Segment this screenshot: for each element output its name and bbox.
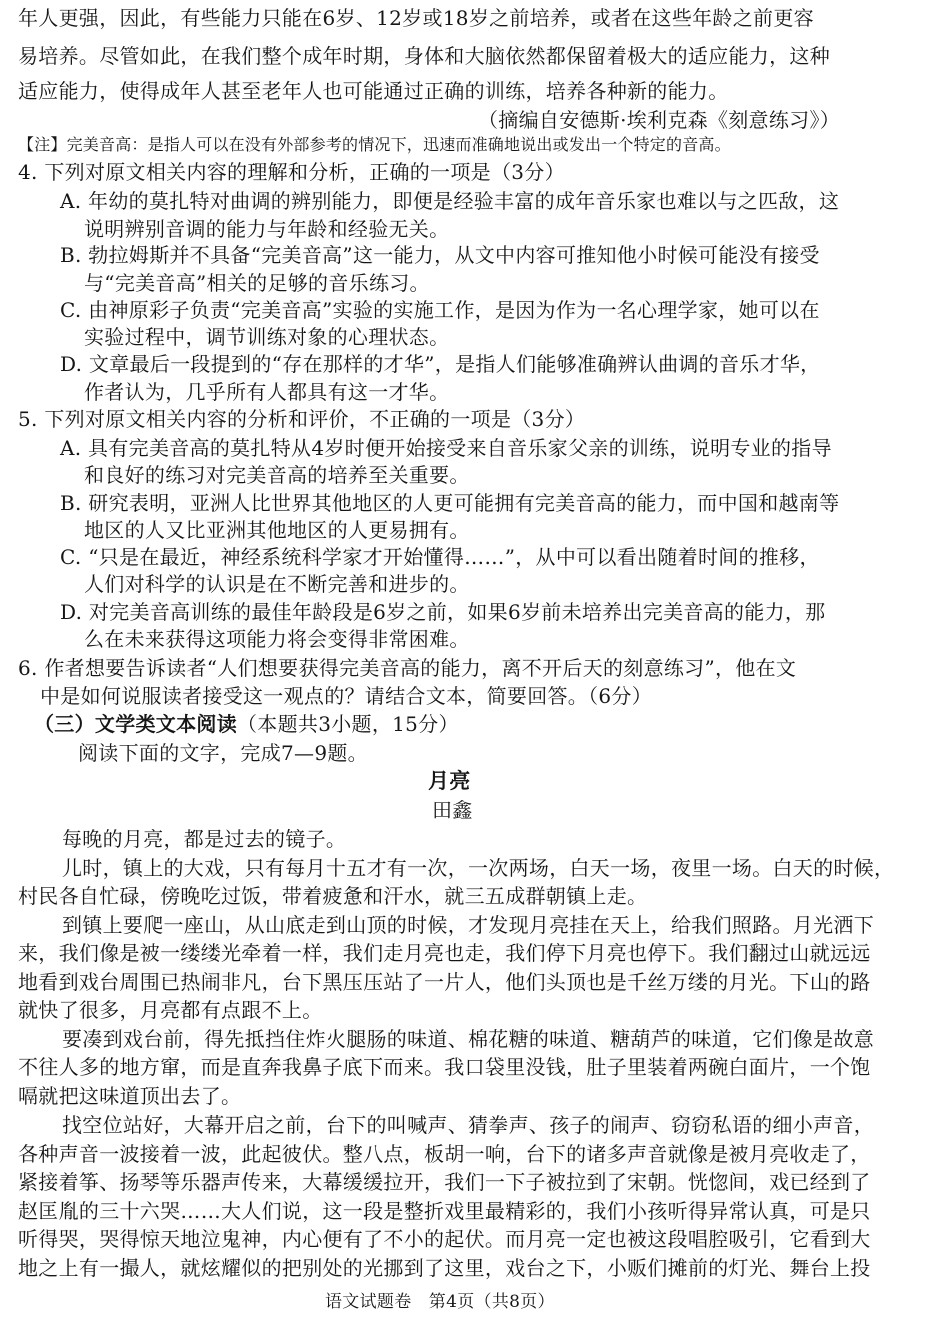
story-paragraph-line: 儿时，镇上的大戏，只有每月十五才有一次，一次两场，白天一场，夜里一场。白天的时候， [62,856,895,880]
story-title: 月亮 [428,768,471,793]
page-footer: 语文试题卷 第4页（共8页） [325,1292,555,1312]
question-6-stem: 6. 作者想要告诉读者“人们想要获得完美音高的能力，离不开后天的刻意练习”，他在文 [18,656,797,680]
story-paragraph-line: 就快了很多，月亮都有点跟不上。 [18,998,323,1022]
source-citation: （摘编自安德斯·埃利克森《刻意练习》） [478,108,841,132]
story-paragraph-line: 听得哭，哭得惊天地泣鬼神，内心便有了不小的起伏。而月亮一定也被这段唱腔吸引，它看到大 [18,1227,871,1251]
story-paragraph-line: 要凑到戏台前，得先抵挡住炸火腿肠的味道、棉花糖的味道、糖葫芦的味道，它们像是故意 [62,1027,874,1051]
section-heading-bold: （三）文学类文本阅读 [34,712,237,736]
story-paragraph-line: 赵匡胤的三十六哭……大人们说，这一段是整折戏里最精彩的，我们小孩听得异常认真，可是只 [18,1199,871,1223]
passage-line: 适应能力，使得成年人甚至老年人也可能通过正确的训练，培养各种新的能力。 [18,79,729,103]
story-paragraph-line: 紧接着筝、扬琴等乐器声传来，大幕缓缓拉开，我们一下子被拉到了宋朝。恍惚间，戏已经到了 [18,1170,871,1194]
story-author: 田鑫 [432,798,473,822]
q5-option-d-cont: 么在未来获得这项能力将会变得非常困难。 [84,627,470,651]
story-paragraph-line: 来，我们像是被一缕缕光牵着一样，我们走月亮也走，我们停下月亮也停下。我们翻过山就远远 [18,941,871,965]
q4-option-a: A. 年幼的莫扎特对曲调的辨别能力，即便是经验丰富的成年音乐家也难以与之匹敌，这 [60,189,840,213]
footnote: 【注】完美音高：是指人可以在没有外部参考的情况下，迅速而准确地说出或发出一个特定的音高。 [18,135,731,154]
q5-option-a-cont: 和良好的练习对完美音高的培养至关重要。 [84,463,470,487]
passage-line: 易培养。尽管如此，在我们整个成年时期，身体和大脑依然都保留着极大的适应能力，这种 [18,44,830,68]
story-paragraph-line: 找空位站好，大幕开启之前，台下的叫喊声、猜拳声、孩子的闹声、窃窃私语的细小声音， [62,1113,874,1137]
q5-option-a: A. 具有完美音高的莫扎特从4岁时便开始接受来自音乐家父亲的训练，说明专业的指导 [60,436,832,460]
q5-option-b-cont: 地区的人又比亚洲其他地区的人更易拥有。 [84,518,470,542]
q4-option-b-cont: 与“完美音高”相关的足够的音乐练习。 [84,271,430,295]
story-paragraph-line: 不往人多的地方窜，而是直奔我鼻子底下而来。我口袋里没钱，肚子里装着两碗白面片，一个饱 [18,1055,871,1079]
q5-option-d: D. 对完美音高训练的最佳年龄段是6岁之前，如果6岁前未培养出完美音高的能力，那 [60,600,826,624]
story-paragraph-line: 地看到戏台周围已热闹非凡，台下黑压压站了一片人，他们头顶也是千丝万缕的月光。下山的路 [18,970,871,994]
q4-option-d-cont: 作者认为，几乎所有人都具有这一才华。 [84,380,450,404]
q4-option-c: C. 由神原彩子负责“完美音高”实验的实施工作，是因为作为一名心理学家，她可以在 [60,298,820,322]
story-paragraph-line: 村民各自忙碌，傍晚吃过饭，带着疲惫和汗水，就三五成群朝镇上走。 [18,884,648,908]
story-paragraph-line: 嗝就把这味道顶出去了。 [18,1084,242,1108]
story-paragraph-line: 到镇上要爬一座山，从山底走到山顶的时候，才发现月亮挂在天上，给我们照路。月光洒下 [62,913,874,937]
q4-option-c-cont: 实验过程中，调节训练对象的心理状态。 [84,325,450,349]
q5-option-c-cont: 人们对科学的认识是在不断完善和进步的。 [84,572,470,596]
section-heading [34,708,459,740]
question-4-stem: 4. 下列对原文相关内容的理解和分析，正确的一项是（3分） [18,160,565,184]
story-paragraph-line: 每晚的月亮，都是过去的镜子。 [62,827,347,851]
q4-option-a-cont: 说明辨别音调的能力与年龄和经验无关。 [84,217,450,241]
q5-option-b: B. 研究表明，亚洲人比世界其他地区的人更可能拥有完美音高的能力，而中国和越南等 [60,491,840,515]
section-heading-note: （本题共3小题，15分） [237,712,459,736]
q4-option-d: D. 文章最后一段提到的“存在那样的才华”，是指人们能够准确辨认曲调的音乐才华， [60,352,821,376]
q4-option-b: B. 勃拉姆斯并不具备“完美音高”这一能力，从文中内容可推知他小时候可能没有接受 [60,243,820,267]
section-instruction: 阅读下面的文字，完成7—9题。 [78,741,368,765]
story-paragraph-line: 地之上有一撮人，就炫耀似的把别处的光挪到了这里，戏台之下，小贩们摊前的灯光、舞台上投 [18,1256,871,1280]
question-5-stem: 5. 下列对原文相关内容的分析和评价，不正确的一项是（3分） [18,407,586,431]
passage-line: 年人更强，因此，有些能力只能在6岁、12岁或18岁之前培养，或者在这些年龄之前更容 [18,6,814,30]
q5-option-c: C. “只是在最近，神经系统科学家才开始懂得……”，从中可以看出随着时间的推移， [60,545,820,569]
question-6-stem-cont: 中是如何说服读者接受这一观点的？请结合文本，简要回答。（6分） [40,684,653,708]
story-paragraph-line: 各种声音一波接着一波，此起彼伏。整八点，板胡一响，台下的诸多声音就像是被月亮收走了， [18,1142,871,1166]
